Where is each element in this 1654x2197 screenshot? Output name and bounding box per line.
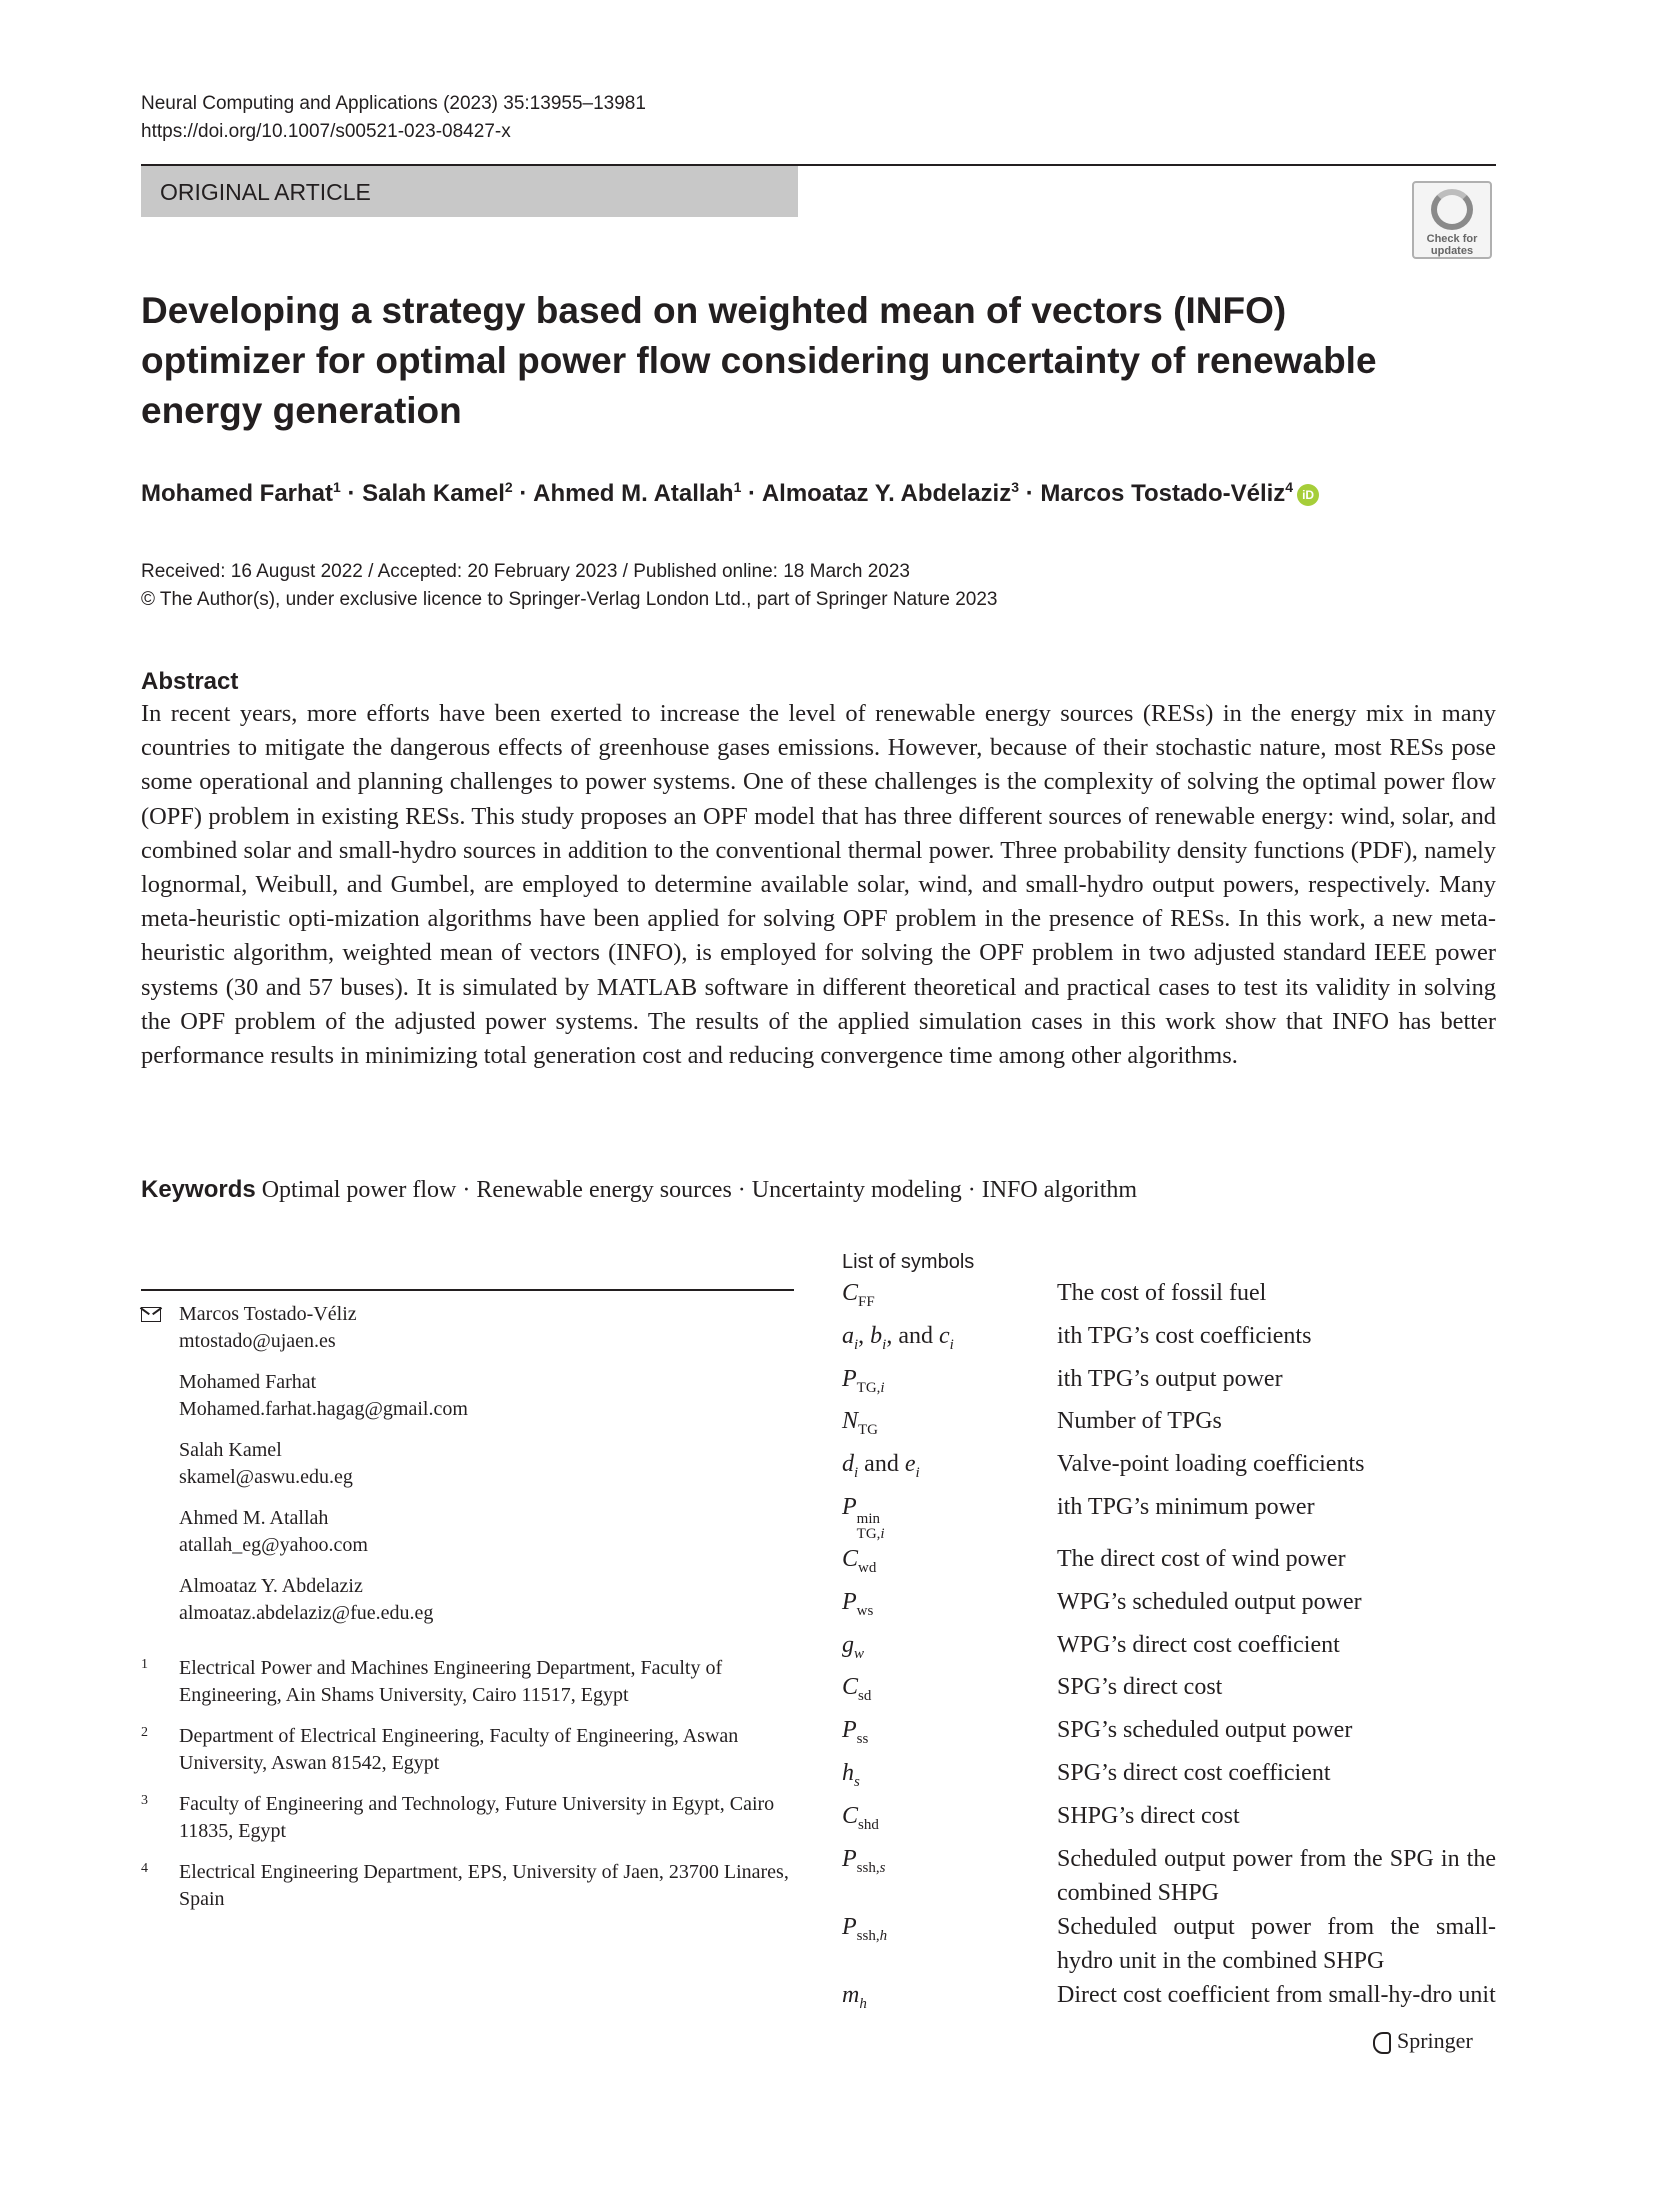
contact-entry: [141, 1437, 801, 1491]
journal-citation: Neural Computing and Applications (2023) 35:13955–13981: [141, 93, 646, 114]
publication-dates: Received: 16 August 2022 / Accepted: 20 February 2023 / Published online: 18 March 2023: [141, 561, 910, 582]
contact-entry: [141, 1573, 801, 1627]
symbol-row: [842, 1670, 1496, 1713]
contact-entry: [141, 1301, 801, 1355]
symbol-definition: Number of TPGs: [1057, 1408, 1222, 1435]
contact-email[interactable]: mtostado@ujaen.es: [179, 1330, 336, 1352]
symbol-definition: ith TPG’s output power: [1057, 1365, 1283, 1392]
symbol-definition: SHPG’s direct cost: [1057, 1802, 1240, 1829]
symbol-row: [842, 1362, 1496, 1405]
symbol-row: [842, 1978, 1496, 2021]
author-name[interactable]: Salah Kamel: [362, 480, 505, 507]
symbol: $P_{ssh,s}$: [842, 1845, 886, 1876]
contact-email[interactable]: almoataz.abdelaziz@fue.edu.eg: [179, 1602, 434, 1624]
symbol-definition: The cost of fossil fuel: [1057, 1280, 1267, 1306]
symbol: $h_s$: [842, 1759, 860, 1790]
author-affiliation-mark: 1: [733, 479, 742, 495]
keywords: [141, 1174, 1137, 1206]
symbol-definition: SPG’s direct cost coefficient: [1057, 1759, 1331, 1786]
symbol-definition: ith TPG’s cost coefficients: [1057, 1322, 1312, 1349]
symbol-definition: ith TPG’s minimum power: [1057, 1493, 1315, 1520]
symbol-row: [842, 1756, 1496, 1799]
envelope-icon: [141, 1307, 161, 1322]
symbols-list: [842, 1276, 1496, 2020]
publisher-logo: [1373, 2026, 1473, 2056]
article-type: ORIGINAL ARTICLE: [160, 179, 371, 205]
symbol: P min TG,i: [842, 1493, 885, 1542]
author-name[interactable]: Mohamed Farhat: [141, 480, 334, 507]
symbol: $C_{wd}$: [842, 1545, 877, 1576]
contact-name: Almoataz Y. Abdelaziz: [179, 1575, 363, 1597]
author-affiliation-mark: 1: [333, 479, 341, 495]
affiliation-number: 3: [141, 1793, 148, 1808]
symbol-row: [842, 1447, 1496, 1490]
contact-name: Marcos Tostado-Véliz: [179, 1303, 357, 1325]
contact-entry: [141, 1505, 801, 1559]
author-affiliation-mark: 4: [1285, 479, 1294, 495]
abstract-heading: Abstract: [141, 668, 239, 695]
affiliation-text: Faculty of Engineering and Technology, Future University in Egypt, Cairo 11835, Egypt: [179, 1793, 775, 1842]
symbol-row: [842, 1799, 1496, 1842]
symbol-row: [842, 1276, 1496, 1319]
symbol-row: [842, 1910, 1496, 1978]
symbol: $P_{TG,i}$: [842, 1365, 885, 1396]
check-for-updates-button[interactable]: [1412, 181, 1492, 259]
symbol: $P_{ssh,h}$: [842, 1913, 888, 1944]
contact-name: Salah Kamel: [179, 1439, 282, 1461]
author-name[interactable]: Ahmed M. Atallah: [533, 480, 734, 507]
affiliation-number: 1: [141, 1657, 148, 1672]
symbol-definition: Scheduled output power from the SPG in the combined SHPG: [1057, 1845, 1496, 1906]
author-affiliation-mark: 3: [1011, 479, 1020, 495]
symbol-definition: Valve-point loading coefficients: [1057, 1451, 1365, 1478]
symbol: $C_{sd}$: [842, 1674, 872, 1705]
affiliation-entry: [141, 1655, 801, 1709]
crossmark-icon: [1431, 189, 1473, 230]
symbol: $C_{FF}$: [842, 1280, 875, 1310]
symbol-definition: WPG’s direct cost coefficient: [1057, 1631, 1340, 1658]
symbol-definition: WPG’s scheduled output power: [1057, 1588, 1362, 1615]
copyright-notice: © The Author(s), under exclusive licence to Springer-Verlag London Ltd., part of Springer Nature 2023: [141, 589, 998, 610]
journal-header: [141, 90, 646, 146]
affiliation-text: Department of Electrical Engineering, Faculty of Engineering, Aswan University, Aswan 81542, Egypt: [179, 1725, 739, 1774]
symbol-definition: Scheduled output power from the small-hydro unit in the combined SHPG: [1057, 1913, 1496, 1974]
author-name[interactable]: Almoataz Y. Abdelaziz: [761, 480, 1012, 507]
springer-horse-icon: [1373, 2032, 1391, 2054]
contact-entry: [141, 1369, 801, 1423]
orcid-icon[interactable]: iD: [1297, 484, 1319, 506]
symbol: $d_i$ and $e_i$: [842, 1451, 920, 1481]
symbol: $P_{ss}$: [842, 1717, 869, 1747]
keywords-text: Optimal power flow · Renewable energy sources · Uncertainty modeling · INFO algorithm: [261, 1177, 1138, 1203]
symbol: $a_i$, $b_i$, and $c_i$: [842, 1322, 954, 1353]
publisher-name: Springer: [1397, 2028, 1473, 2053]
contact-email[interactable]: atallah_eg@yahoo.com: [179, 1534, 368, 1556]
symbol-row: [842, 1404, 1496, 1447]
symbol-definition: SPG’s direct cost: [1057, 1674, 1223, 1701]
affiliation-list: [141, 1655, 801, 1927]
symbol-row: [842, 1542, 1496, 1585]
symbol-row: [842, 1842, 1496, 1910]
doi-link[interactable]: https://doi.org/10.1007/s00521-023-08427-x: [141, 121, 511, 142]
affiliation-entry: [141, 1791, 801, 1845]
affiliation-number: 4: [141, 1861, 148, 1876]
contact-email[interactable]: skamel@aswu.edu.eg: [179, 1466, 353, 1488]
author-name[interactable]: Marcos Tostado-Véliz: [1040, 480, 1286, 507]
abstract-text: In recent years, more efforts have been exerted to increase the level of renewable energy sources (RESs) in the energy mix in many countries to mitigate the dangerous effects of greenhouse gases emissions. However, because of their stochastic nature, most RESs pose some operational and planning challenges to power systems. One of these challenges is the complexity of solving the optimal power flow (OPF) problem in existing RESs. This study proposes an OPF model that has three different sources of renewable energy: wind, solar, and combined solar and small-hydro sources in addition to the conventional thermal power. Three probability density functions (PDF), namely lognormal, Weibull, and Gumbel, are employed to determine available solar, wind, and small-hydro output powers, respectively. Many meta-heuristic opti-mization algorithms have been applied for solving OPF problem in the presence of RESs. In this work, a new meta-heuristic algorithm, weighted mean of vectors (INFO), is employed for solving the OPF problem in two adjusted standard IEEE power systems (30 and 57 buses). It is simulated by MATLAB software in different theoretical and practical cases to test its validity in solving the OPF problem of the adjusted power systems. The results of the applied simulation cases in this work show that INFO has better performance results in minimizing total generation cost and reducing convergence time among other algorithms.: [141, 700, 1496, 1070]
crossmark-label: Check for updates: [1426, 233, 1478, 257]
affiliation-entry: [141, 1859, 801, 1913]
contact-name: Ahmed M. Atallah: [179, 1507, 329, 1529]
symbol-definition: SPG’s scheduled output power: [1057, 1717, 1353, 1744]
symbol: $m_h$: [842, 1981, 867, 2012]
author-contacts: [141, 1301, 801, 1641]
author-affiliation-mark: 2: [504, 479, 513, 495]
symbol: $g_w$: [842, 1631, 865, 1662]
footnote-rule: [141, 1289, 794, 1291]
symbol-row: [842, 1713, 1496, 1756]
symbol-row: [842, 1585, 1496, 1628]
article-title: Developing a strategy based on weighted mean of vectors (INFO) optimizer for optimal power flow considering uncertainty of renewable energy generation: [141, 290, 1377, 431]
keywords-label: Keywords: [141, 1176, 256, 1203]
symbol-row: [842, 1319, 1496, 1362]
symbol: $N_{TG}$: [842, 1408, 879, 1439]
contact-name: Mohamed Farhat: [179, 1371, 317, 1393]
symbol: $P_{ws}$: [842, 1588, 874, 1619]
affiliation-entry: [141, 1723, 801, 1777]
symbol-definition: The direct cost of wind power: [1057, 1545, 1346, 1572]
symbols-heading: List of symbols: [842, 1251, 975, 1273]
symbol: $C_{shd}$: [842, 1802, 879, 1833]
affiliation-text: Electrical Power and Machines Engineering Department, Faculty of Engineering, Ain Shams University, Cairo 11517, Egypt: [179, 1657, 723, 1706]
affiliation-number: 2: [141, 1725, 148, 1740]
contact-email[interactable]: Mohamed.farhat.hagag@gmail.com: [179, 1398, 468, 1420]
symbol-row: [842, 1490, 1496, 1542]
symbol-row: [842, 1628, 1496, 1671]
affiliation-text: Electrical Engineering Department, EPS, University of Jaen, 23700 Linares, Spain: [179, 1861, 789, 1910]
symbol-definition: Direct cost coefficient from small-hy-dro unit: [1057, 1981, 1496, 2008]
author-list: Mohamed Farhat$^1$ · Salah Kamel$^2$ · Ahmed M. Atallah$^1$ · Almoataz Y. Abdelaziz$^3$ · Marcos Tostado-Véliz$^4$ iD: [141, 478, 1541, 510]
